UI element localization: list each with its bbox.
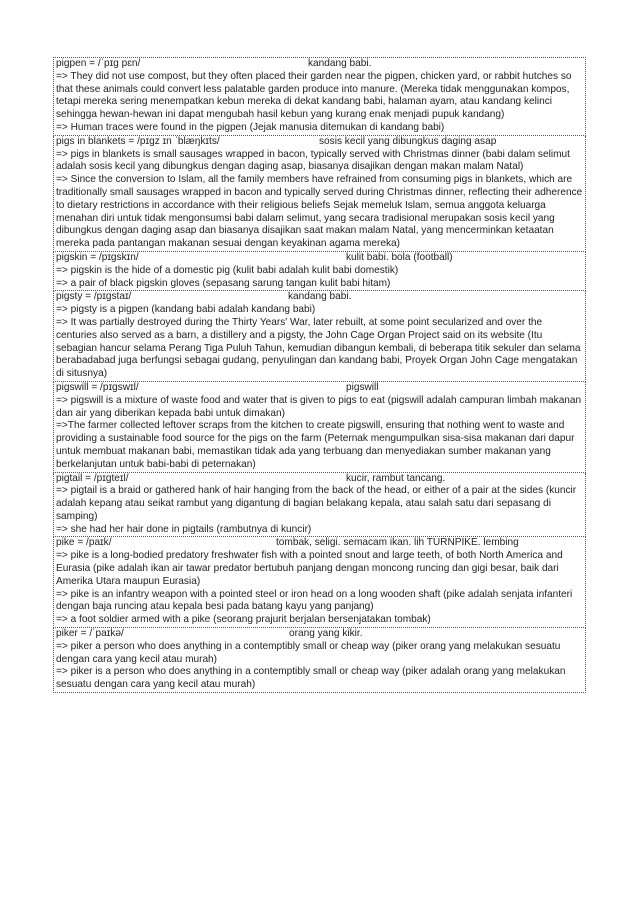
example-sentence: => piker a person who does anything in a contemptibly small or cheap way (piker orang yang melakukan sesuatu dengan cara yang kecil atau murah): [56, 640, 561, 665]
dictionary-entry: [53, 473, 586, 538]
headword: pigtail = /pɪgteɪl/: [56, 472, 129, 484]
translation-gloss: kucir, rambut tancang.: [346, 472, 446, 484]
example-sentence: => pigtail is a braid or gathered hank of hair hanging from the back of the head, or either of a pair at the sides (kuncir adalah kepang atau seikat rambut yang digantung di bagian belakang kepala, atau salah satu dari sepasang di samping): [56, 485, 577, 522]
headword: pigsty = /pɪgstaɪ/: [56, 291, 132, 303]
example-sentence: => pike is an infantry weapon with a pointed steel or iron head on a long wooden shaft (pike adalah senjata infanteri dengan baja runcing atau kepala besi pada batang kayu yang panjang): [56, 588, 573, 613]
translation-gloss: kandang babi.: [308, 58, 372, 69]
example-sentence: => pigskin is the hide of a domestic pig (kulit babi adalah kulit babi domestik): [56, 264, 399, 276]
translation-gloss: orang yang kikir.: [289, 628, 363, 640]
example-sentence: => Human traces were found in the pigpen (Jejak manusia ditemukan di kandang babi): [56, 121, 445, 133]
translation-gloss: tombak, seligi. semacam ikan. lih TURNPIKE. lembing: [276, 537, 519, 549]
dictionary-entry: [53, 136, 586, 252]
example-sentence: => pigs in blankets is small sausages wrapped in bacon, typically served with Christmas dinner (babi dalam selimut adalah sosis kecil yang dibungkus dengan daging asap, biasanya disajikan dengan makan malam Natal): [56, 148, 570, 173]
example-sentence: => she had her hair done in pigtails (rambutnya di kuncir): [56, 523, 312, 535]
translation-gloss: sosis kecil yang dibungkus daging asap: [319, 135, 497, 147]
example-sentence: => pigsty is a pigpen (kandang babi adalah kandang babi): [56, 304, 316, 316]
dictionary-entry: [53, 291, 586, 382]
entry-header: [56, 628, 584, 641]
dictionary-entry: [53, 252, 586, 291]
example-sentence: => piker is a person who does anything in a contemptibly small or cheap way (piker adalah orang yang melakukan sesuatu dengan cara yang kecil atau murah): [56, 666, 566, 691]
translation-gloss: kulit babi. bola (football): [346, 251, 453, 263]
example-sentence: => It was partially destroyed during the Thirty Years' War, later rebuilt, at some point secularized and over the centuries also served as a barn, a distillery and a pigsty, the John Cage Organ Project said on its website (Itu sebagian hancur selama Perang Tiga Puluh Tahun, kemudian dibangun kembali, di beberapa titik sekuler dan selama berabadabad juga berfungsi sebagai gudang, penyulingan dan kandang babi, Proyek Organ John Cage mengatakan di situsnya): [56, 316, 581, 380]
headword: pigswill = /pɪgswɪl/: [56, 381, 139, 393]
entry-header: [56, 136, 584, 149]
example-sentence: => pike is a long-bodied predatory freshwater fish with a pointed snout and large teeth, of both North America and Eurasia (pike adalah ikan air tawar predator bertubuh panjang dengan moncong runcing dan gigi besar, baik dari Amerika Utara maupun Eurasia): [56, 550, 563, 587]
dictionary-entry: [53, 537, 586, 628]
dictionary-entry: [53, 628, 586, 693]
example-sentence: => a pair of black pigskin gloves (sepasang sarung tangan kulit babi hitam): [56, 277, 391, 289]
example-sentence: => pigswill is a mixture of waste food and water that is given to pigs to eat (pigswill adalah campuran limbah makanan dan air yang diberikan kepada babi untuk dimakan): [56, 394, 582, 419]
translation-gloss: kandang babi.: [288, 291, 352, 303]
dictionary-entry: [53, 57, 586, 136]
entry-header: [56, 537, 584, 550]
example-sentence: => Since the conversion to Islam, all the family members have refrained from consuming pigs in blankets, which are traditionally small sausages wrapped in bacon and typically served during Christmas dinner, reflecting their adherence to dietary restrictions in accordance with their religious beliefs Sejak memeluk Islam, semua anggota keluarga menahan diri untuk tidak mengonsumsi babi dalam selimut, yang secara tradisional merupakan sosis kecil yang dibungkus dengan daging asap dan biasanya disajikan saat makan malam Natal, yang mencerminkan ketaatan mereka pada pantangan makanan sesuai dengan keyakinan agama mereka): [56, 174, 583, 250]
example-sentence: => They did not use compost, but they often placed their garden near the pigpen, chicken yard, or rabbit hutches so that these animals could convert less palatable garden produce into manure. (Mereka tidak menggunakan kompos, tetapi mereka sering menempatkan kebun mereka di dekat kandang babi, halaman ayam, atau kandang kelinci sehingga hewan-hewan ini dapat mengubah hasil kebun yang kurang enak menjadi pupuk kandang): [56, 70, 572, 121]
translation-gloss: pigswill: [346, 381, 379, 393]
headword: pigskin = /pɪgskɪn/: [56, 251, 139, 263]
entry-header: [56, 252, 584, 265]
dictionary-entry: [53, 382, 586, 473]
entry-header: [56, 382, 584, 395]
entry-header: [56, 291, 584, 304]
headword: pigpen = /ˈpɪg pɛn/: [56, 58, 141, 69]
headword: piker = /ˈpaɪkə/: [56, 628, 124, 640]
example-sentence: => a foot soldier armed with a pike (seorang prajurit berjalan bersenjatakan tombak): [56, 614, 431, 626]
headword: pigs in blankets = /pɪgz ɪn ˈblæŋkɪts/: [56, 135, 220, 147]
entry-header: [56, 58, 584, 71]
headword: pike = /paɪk/: [56, 537, 112, 549]
entry-header: [56, 473, 584, 486]
dictionary-document: [53, 57, 586, 693]
example-sentence: =>The farmer collected leftover scraps from the kitchen to create pigswill, ensuring that nothing went to waste and providing a sustainable food source for the pigs on the farm (Peternak mengumpulkan sisa-sisa makanan dari dapur untuk membuat makanan babi, memastikan tidak ada yang terbuang dan menyediakan sumber makanan yang berkelanjutan untuk babi-babi di peternakan): [56, 420, 575, 470]
